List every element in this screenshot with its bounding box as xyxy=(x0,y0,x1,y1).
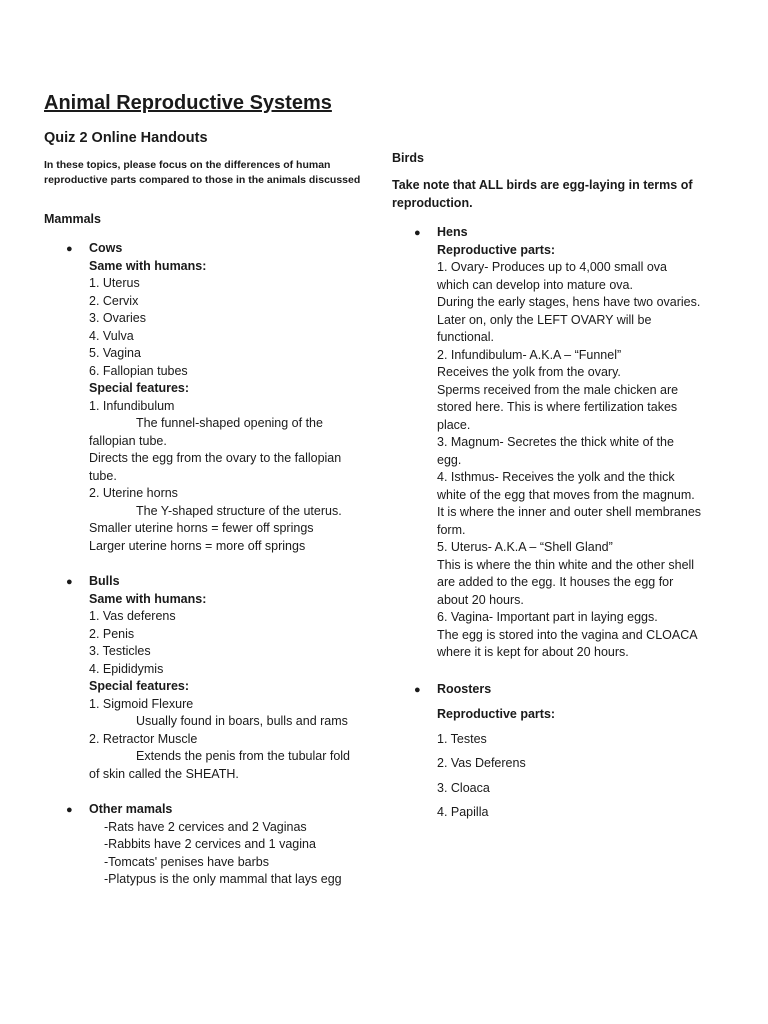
other-mammals-section xyxy=(44,801,384,889)
list-item: -Tomcats' penises have barbs xyxy=(104,854,269,869)
list-item: 4. Isthmus- Receives the yolk and the thick xyxy=(437,470,675,484)
list-item: functional. xyxy=(437,330,494,344)
list-item: which can develop into mature ova. xyxy=(437,277,633,292)
birds-heading: Birds xyxy=(392,151,424,165)
list-item: 4. Epididymis xyxy=(89,661,164,676)
list-item: 3. Cloaca xyxy=(437,780,490,795)
list-item: of skin called the SHEATH. xyxy=(89,766,239,781)
cows-same-label: Same with humans: xyxy=(89,258,207,273)
list-item: stored here. This is where fertilization takes xyxy=(437,400,678,414)
list-item: egg. xyxy=(437,452,462,467)
list-item: It is where the inner and outer shell membranes xyxy=(437,505,702,519)
list-item: Usually found in boars, bulls and rams xyxy=(136,714,348,728)
list-item: white of the egg that moves from the magnum. xyxy=(437,487,695,502)
bullet-icon: ● xyxy=(66,804,73,816)
bullet-icon: ● xyxy=(66,576,73,588)
list-item: The egg is stored into the vagina and CLOACA xyxy=(437,627,698,642)
list-item: Smaller uterine horns = fewer off springs xyxy=(89,521,314,535)
list-item: 5. Vagina xyxy=(89,346,141,360)
birds-note: Take note that ALL birds are egg-laying in terms of reproduction. xyxy=(392,178,693,210)
cows-title: Cows xyxy=(89,241,123,255)
list-item: 2. Cervix xyxy=(89,293,139,308)
birds-column xyxy=(392,150,737,829)
list-item: During the early stages, hens have two ovaries. xyxy=(437,295,701,309)
list-item: -Platypus is the only mammal that lays egg xyxy=(104,872,342,886)
page-title: Animal Reproductive Systems xyxy=(44,92,332,114)
list-item: 3. Magnum- Secretes the thick white of the xyxy=(437,435,674,449)
list-item: 2. Vas Deferens xyxy=(437,756,526,770)
list-item: Sperms received from the male chicken are xyxy=(437,382,679,397)
list-item: place. xyxy=(437,417,471,432)
list-item: Extends the penis from the tubular fold xyxy=(136,749,351,763)
list-item: 6. Vagina- Important part in laying eggs. xyxy=(437,610,658,624)
list-item: 1. Uterus xyxy=(89,276,140,290)
list-item: fallopian tube. xyxy=(89,433,167,448)
list-item: 6. Fallopian tubes xyxy=(89,363,188,378)
list-item: are added to the egg. It houses the egg for xyxy=(437,575,674,589)
list-item: 1. Vas deferens xyxy=(89,609,176,623)
list-item: about 20 hours. xyxy=(437,592,524,607)
roosters-title: Roosters xyxy=(437,681,492,696)
list-item: The funnel-shaped opening of the xyxy=(136,416,323,430)
list-item: tube. xyxy=(89,468,117,483)
roosters-section xyxy=(392,681,737,822)
list-item: 1. Infundibulum xyxy=(89,398,175,413)
bulls-special-label: Special features: xyxy=(89,679,190,693)
mammals-heading: Mammals xyxy=(44,212,101,226)
list-item: 1. Sigmoid Flexure xyxy=(89,696,194,711)
mammals-column xyxy=(44,240,384,889)
bulls-same-label: Same with humans: xyxy=(89,591,207,606)
list-item: Directs the egg from the ovary to the fallopian xyxy=(89,451,342,465)
cows-special-label: Special features: xyxy=(89,381,190,395)
hens-parts-label: Reproductive parts: xyxy=(437,242,556,257)
list-item: 2. Uterine horns xyxy=(89,486,178,500)
list-item: 3. Testicles xyxy=(89,644,151,658)
list-item: 4. Papilla xyxy=(437,805,489,819)
cows-section xyxy=(44,240,384,555)
list-item: 1. Ovary- Produces up to 4,000 small ova xyxy=(437,260,667,274)
list-item: This is where the thin white and the other shell xyxy=(437,557,695,572)
bulls-section xyxy=(44,573,384,783)
list-item: -Rats have 2 cervices and 2 Vaginas xyxy=(104,819,307,834)
list-item: The Y-shaped structure of the uterus. xyxy=(136,503,342,518)
list-item: 5. Uterus- A.K.A – “Shell Gland” xyxy=(437,540,613,554)
hens-section xyxy=(392,224,737,662)
list-item: 3. Ovaries xyxy=(89,311,146,325)
bullet-icon: ● xyxy=(414,227,421,239)
list-item: Later on, only the LEFT OVARY will be xyxy=(437,312,652,327)
page-subtitle: Quiz 2 Online Handouts xyxy=(44,130,208,146)
focus-note: In these topics, please focus on the differences of human reproductive parts compared to those in the animals discussed xyxy=(44,159,361,186)
list-item: Larger uterine horns = more off springs xyxy=(89,538,306,553)
list-item: 2. Penis xyxy=(89,626,135,641)
list-item: 4. Vulva xyxy=(89,328,134,343)
bulls-title: Bulls xyxy=(89,574,120,588)
roosters-parts-label: Reproductive parts: xyxy=(437,707,556,721)
list-item: 2. Retractor Muscle xyxy=(89,731,198,746)
list-item: -Rabbits have 2 cervices and 1 vagina xyxy=(104,837,316,851)
list-item: form. xyxy=(437,522,466,537)
list-item: where it is kept for about 20 hours. xyxy=(437,645,629,659)
list-item: Receives the yolk from the ovary. xyxy=(437,365,621,379)
other-mammals-title: Other mamals xyxy=(89,802,173,816)
bullet-icon: ● xyxy=(66,243,73,255)
list-item: 1. Testes xyxy=(437,731,487,746)
list-item: 2. Infundibulum- A.K.A – “Funnel” xyxy=(437,347,622,362)
bullet-icon: ● xyxy=(414,683,421,696)
hens-title: Hens xyxy=(437,225,468,239)
